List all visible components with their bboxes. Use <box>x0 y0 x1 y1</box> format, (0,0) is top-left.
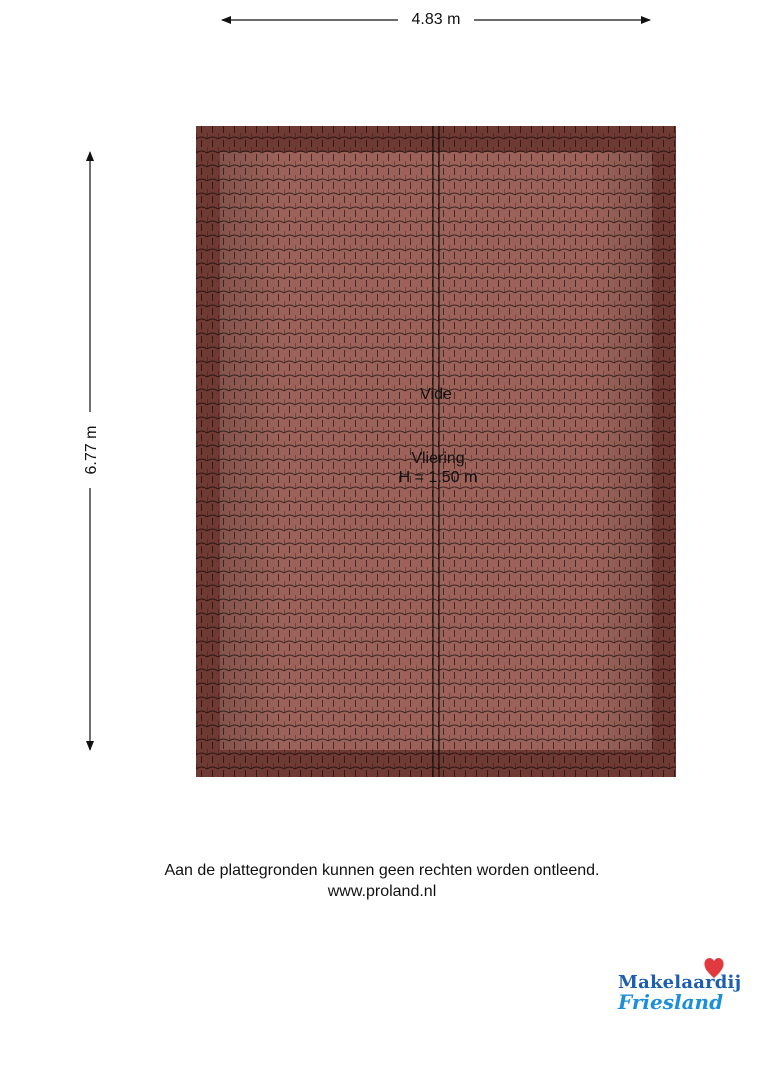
room-height-vliering: H = 1.50 m <box>398 469 478 486</box>
logo-text-friesland: Friesland <box>618 990 724 1014</box>
room-label-vliering: Vliering <box>411 450 465 467</box>
width-dimension-label: 4.83 m <box>398 10 474 30</box>
logo-text-makelaardij: Makelaardij <box>618 972 742 993</box>
room-label-vide: Vide <box>420 386 452 403</box>
company-logo <box>612 952 742 1016</box>
website-text: www.proland.nl <box>327 883 437 900</box>
height-dimension-label: 6.77 m <box>82 412 102 488</box>
disclaimer-text: Aan de plattegronden kunnen geen rechten worden ontleend. <box>164 862 600 879</box>
